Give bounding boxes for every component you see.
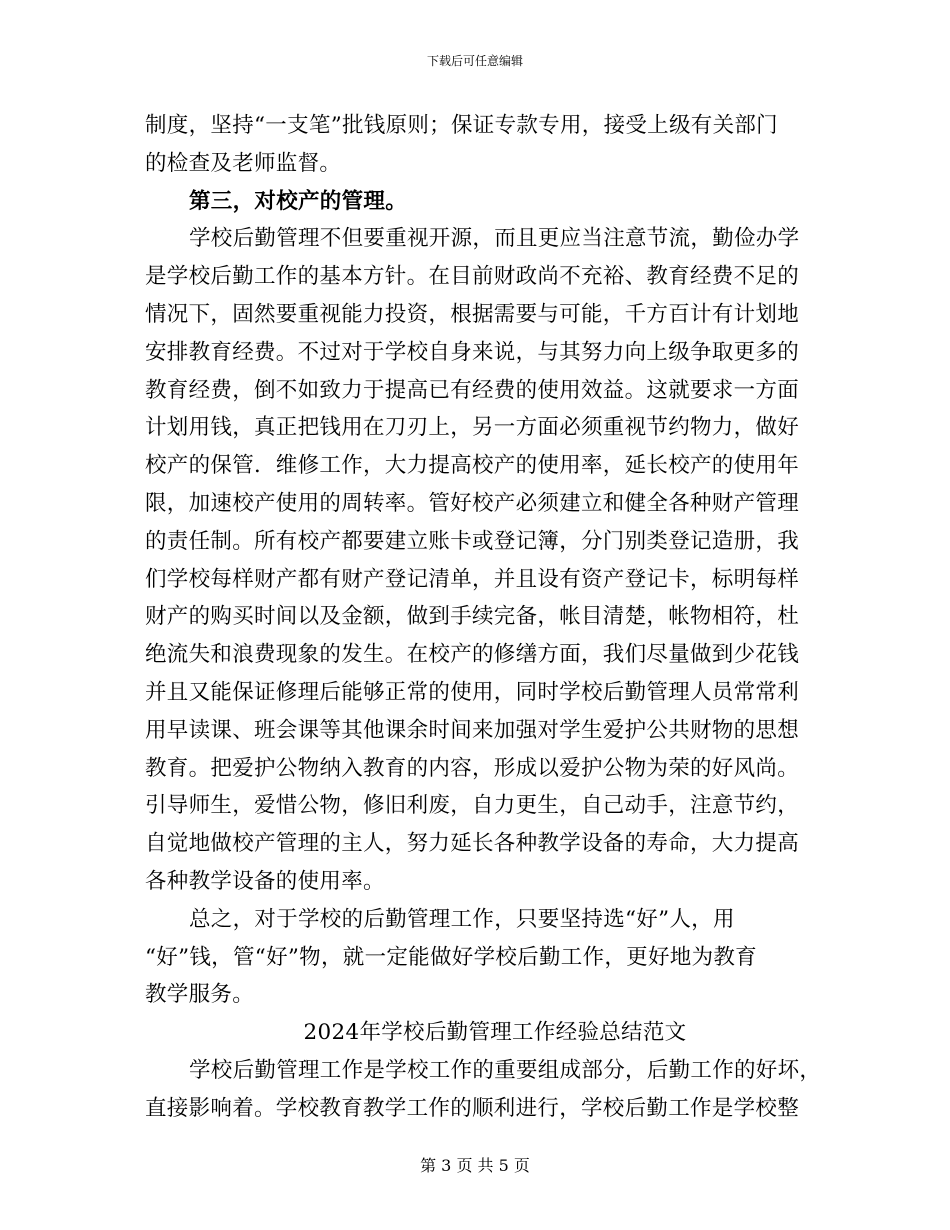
- paragraph-line: 各种教学设备的使用率。: [145, 868, 385, 894]
- paragraph-line: 学校后勤管理不但要重视开源，而且更应当注意节流，勤俭办学: [189, 226, 800, 252]
- paragraph-line: 自觉地做校产管理的主人，努力延长各种教学设备的寿命，大力提高: [145, 831, 800, 857]
- paragraph-line: 用早读课、班会课等其他课余时间来加强对学生爱护公共财物的思想: [145, 717, 800, 743]
- paragraph-line: 学校后勤管理工作是学校工作的重要组成部分，后勤工作的好坏，: [189, 1057, 822, 1083]
- section-heading: 第三，对校产的管理。: [189, 188, 408, 214]
- paragraph-line: 并且又能保证修理后能够正常的使用，同时学校后勤管理人员常常利: [145, 679, 800, 705]
- paragraph-line: 计划用钱，真正把钱用在刀刃上，另一方面必须重视节约物力，做好: [145, 415, 800, 441]
- paragraph-line: 教育经费，倒不如致力于提高已有经费的使用效益。这就要求一方面: [145, 377, 800, 403]
- paragraph-line: 财产的购买时间以及金额，做到手续完备，帐目清楚，帐物相符，杜: [145, 604, 800, 630]
- paragraph-line: “好”钱，管“好”物，就一定能做好学校后勤工作，更好地为教育: [145, 944, 757, 970]
- paragraph-line: 情况下，固然要重视能力投资，根据需要与可能，千方百计有计划地: [145, 301, 800, 327]
- paragraph-line: 总之，对于学校的后勤管理工作，只要坚持选“好”人，用: [189, 906, 735, 932]
- paragraph-line: 教育。把爱护公物纳入教育的内容，形成以爱护公物为荣的好风尚。: [145, 755, 800, 781]
- paragraph-line: 制度，坚持“一支笔”批钱原则；保证专款专用，接受上级有关部门: [145, 113, 778, 138]
- paragraph-line: 们学校每样财产都有财产登记清单，并且设有资产登记卡，标明每样: [145, 566, 800, 592]
- paragraph-line: 是学校后勤工作的基本方针。在目前财政尚不充裕、教育经费不足的: [145, 264, 800, 290]
- document-body: [145, 107, 822, 1128]
- paragraph-line: 引导师生，爱惜公物，修旧利废，自力更生，自己动手，注意节约，: [145, 793, 800, 819]
- page-number: 第 3 页 共 5 页: [420, 1156, 530, 1175]
- paragraph-line: 校产的保管．维修工作，大力提高校产的使用率，延长校产的使用年: [145, 453, 800, 479]
- paragraph-line: 的责任制。所有校产都要建立账卡或登记簿，分门别类登记造册，我: [145, 528, 800, 554]
- paragraph-line: 教学服务。: [145, 982, 255, 1008]
- paragraph-line: 限，加速校产使用的周转率。管好校产必须建立和健全各种财产管理: [145, 490, 800, 516]
- paragraph-line: 绝流失和浪费现象的发生。在校产的修缮方面，我们尽量做到少花钱: [145, 642, 800, 668]
- article-title: 2024年学校后勤管理工作经验总结范文: [303, 1020, 687, 1046]
- paragraph-line: 直接影响着。学校教育教学工作的顺利进行，学校后勤工作是学校整: [145, 1095, 800, 1121]
- paragraph-line: 安排教育经费。不过对于学校自身来说，与其努力向上级争取更多的: [145, 339, 800, 365]
- page-header-note: 下载后可任意编辑: [426, 54, 523, 68]
- paragraph-line: 的检查及老师监督。: [145, 150, 342, 176]
